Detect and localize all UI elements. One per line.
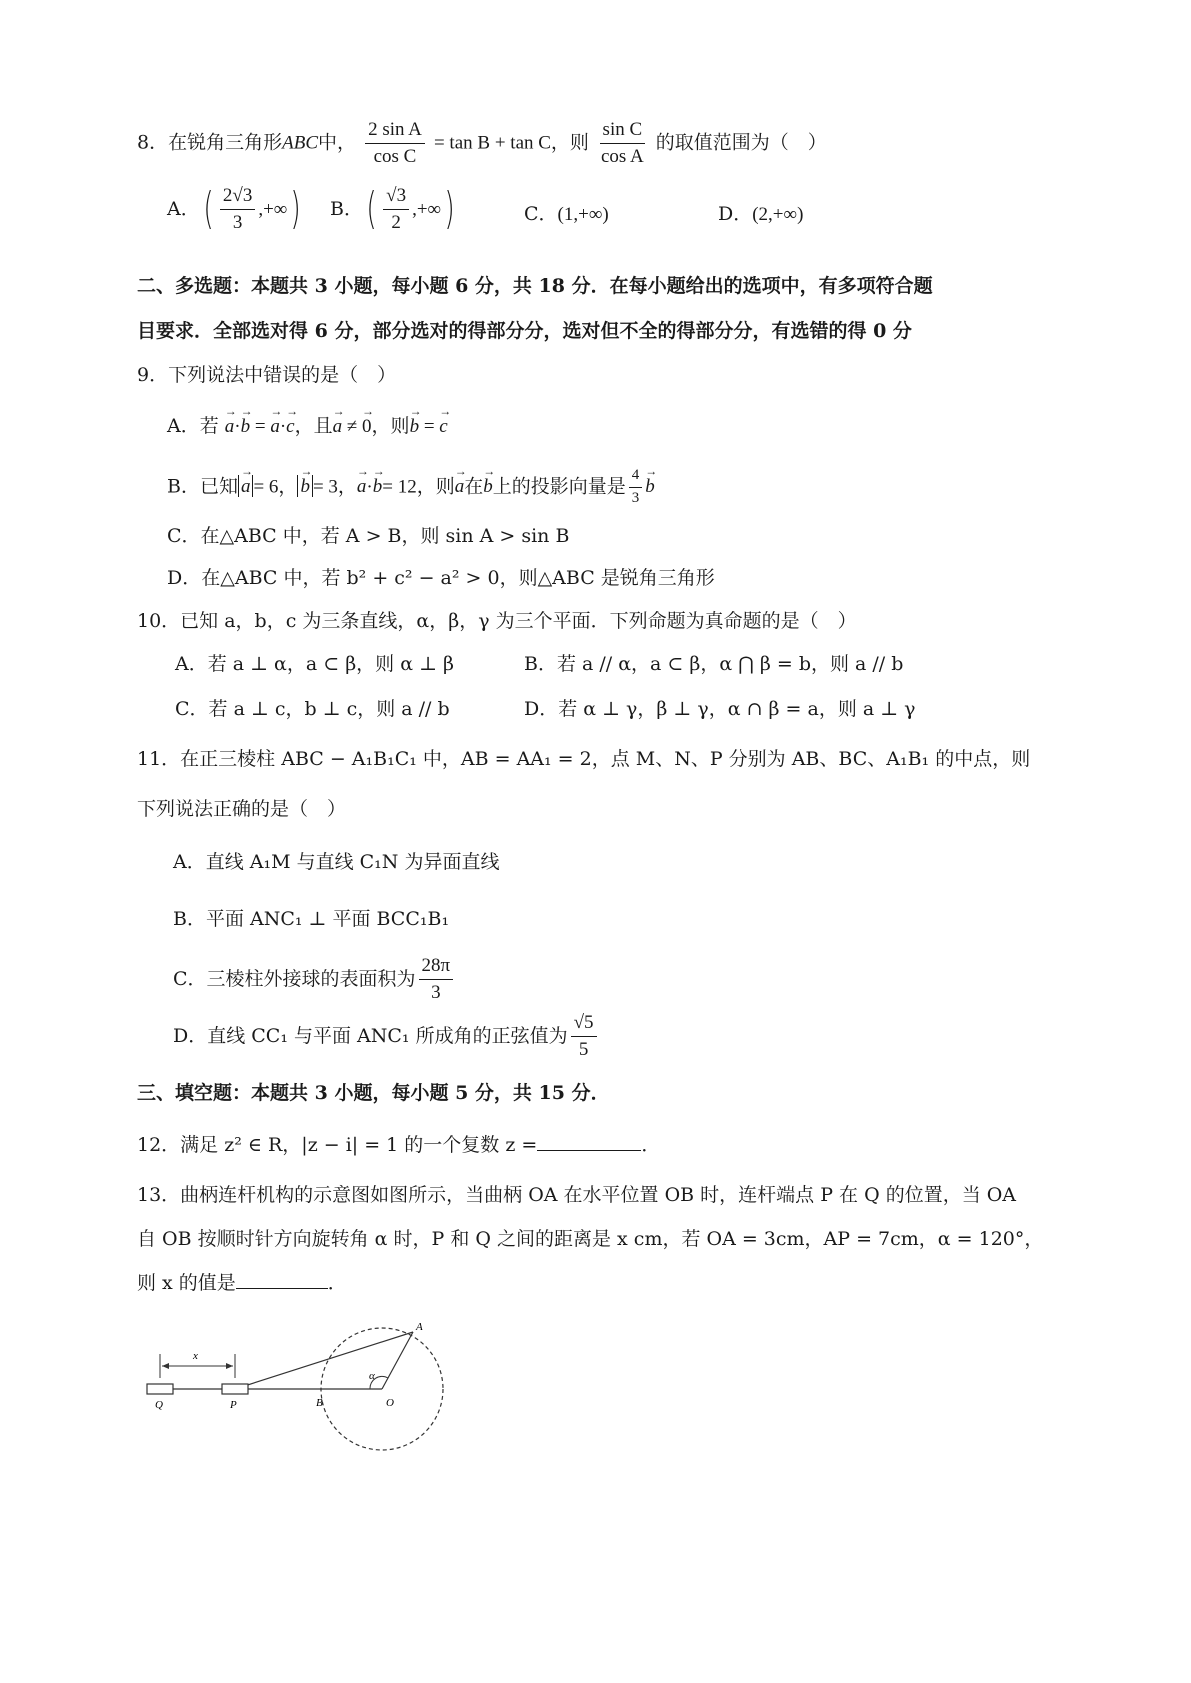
label-b: B	[316, 1397, 323, 1409]
label-p: P	[230, 1399, 237, 1411]
q8-fraction-2: $\frac{\text{sin C}}{\text{cos A}}$	[600, 119, 644, 167]
section2-heading-line1: 二、多选题：本题共 3 小题，每小题 6 分，共 18 分．在每小题给出的选项中，有多项符合题	[137, 275, 933, 297]
q9-option-a: A．若 → a·→ b = → a·→ c，且→ a ≠ → 0，则→ b = → c	[167, 417, 448, 436]
q11-stem-line2: 下列说法正确的是（ ）	[137, 798, 347, 820]
q12-stem: 12．满足 z² ∈ R，|z − i| = 1 的一个复数 z = ．	[137, 1134, 661, 1156]
q11-stem-line1: 11．在正三棱柱 ABC − A₁B₁C₁ 中，AB = AA₁ = 2，点 M、N、P 分别为 AB、BC、A₁B₁ 的中点，则	[137, 748, 1031, 770]
section3-heading: 三、填空题：本题共 3 小题，每小题 5 分，共 15 分．	[137, 1082, 610, 1104]
label-x: x	[193, 1350, 198, 1362]
q9-option-c: C．在△ABC 中，若 A > B，则 sin A > sin B	[167, 525, 570, 547]
x-arrowhead-left	[162, 1363, 169, 1369]
label-alpha: α	[369, 1370, 375, 1382]
section2-heading-line2: 目要求．全部选对得 6 分，部分选对的得部分分，选对但不全的得部分分，有选错的得 0 分	[137, 320, 912, 342]
q8-fraction-1: $\frac{\text{2 sin A}}{\text{cos C}}$	[365, 120, 425, 167]
slider-q	[147, 1384, 173, 1394]
q10-option-d: D．若 α ⊥ γ，β ⊥ γ，α ∩ β = a，则 a ⊥ γ	[524, 698, 916, 720]
q9-option-d: D．在△ABC 中，若 b² + c² − a² > 0，则△ABC 是锐角三角形	[167, 567, 715, 589]
q8-stem: 8．在锐角三角形ABC中， $\frac{\text{2 sin A}}{\text{cos C}}$ = tan B + tan C，则 $\frac{\text{sin C}}{\text{cos A}}$ 的取值范围为（ ）	[137, 119, 827, 167]
crank-rod-diagram	[140, 1318, 460, 1468]
q9-stem: 9．下列说法中错误的是（ ）	[137, 364, 397, 386]
q8-option-c: C．(1,+∞)	[524, 203, 609, 225]
q12-answer-blank	[537, 1150, 641, 1151]
q11-option-d: D．直线 CC₁ 与平面 ANC₁ 所成角的正弦值为 $\frac{√5}{5}$	[173, 1013, 600, 1060]
q10-option-b: B．若 a // α，a ⊂ β，α ⋂ β = b，则 a // b	[524, 653, 904, 675]
q8-option-d: D．(2,+∞)	[718, 203, 804, 225]
q13-stem-line3: 则 x 的值是 ．	[137, 1272, 347, 1294]
x-arrowhead-right	[226, 1363, 233, 1369]
label-a: A	[416, 1321, 423, 1333]
q10-option-c: C．若 a ⊥ c，b ⊥ c，则 a // b	[175, 698, 450, 720]
q11-option-b: B．平面 ANC₁ ⊥ 平面 BCC₁B₁	[173, 908, 450, 930]
q11-option-c: C．三棱柱外接球的表面积为 $\frac{28\pi}{3}$	[173, 956, 456, 1003]
q8-option-a: A．( $\frac{2√3}{3}$ ,+∞)	[167, 183, 302, 235]
q11-option-a: A．直线 A₁M 与直线 C₁N 为异面直线	[173, 851, 500, 873]
q13-answer-blank	[236, 1288, 328, 1289]
label-o: O	[386, 1397, 394, 1409]
q13-stem-line1: 13．曲柄连杆机构的示意图如图所示，当曲柄 OA 在水平位置 OB 时，连杆端点 P 在 Q 的位置，当 OA	[137, 1184, 1017, 1206]
q10-option-a: A．若 a ⊥ α，a ⊂ β，则 α ⊥ β	[175, 653, 454, 675]
q10-stem: 10．已知 a，b，c 为三条直线，α，β，γ 为三个平面．下列命题为真命题的是（ ）	[137, 610, 857, 632]
slider-p	[222, 1384, 248, 1394]
q13-stem-line2: 自 OB 按顺时针方向旋转角 α 时，P 和 Q 之间的距离是 x cm，若 OA = 3cm，AP = 7cm，α = 120°，	[137, 1228, 1044, 1250]
label-q: Q	[155, 1399, 163, 1411]
q9-option-b: B．已知→ a = 6，→ b = 3，→ a·→ b= 12，则→ a在→ b上的投影向量是 $\frac{4}{3}$ → b	[167, 468, 655, 507]
q8-option-b: B．( $\frac{√3}{2}$ ,+∞)	[330, 183, 455, 235]
